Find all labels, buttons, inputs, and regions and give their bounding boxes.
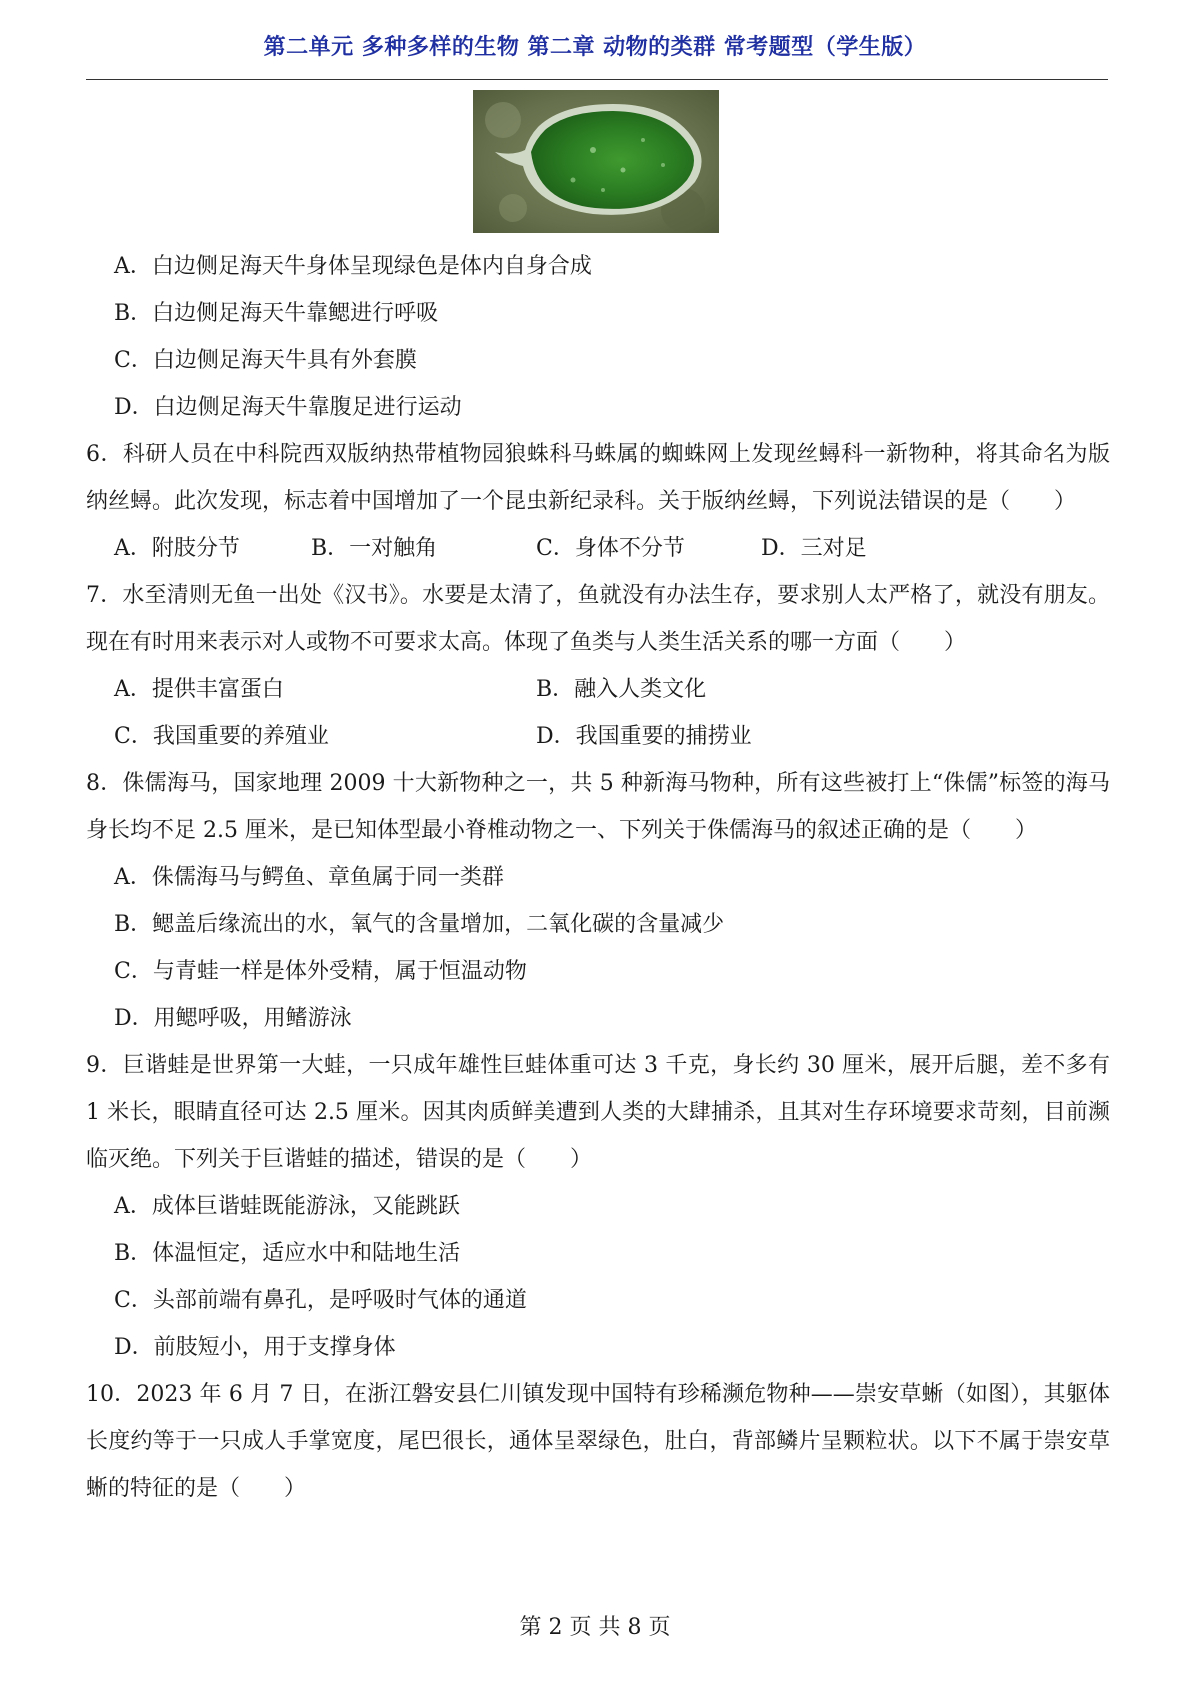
q8-option-c: C．与青蛙一样是体外受精，属于恒温动物 [114, 959, 527, 984]
q10-stem: 10．2023 年 6 月 7 日，在浙江磐安县仁川镇发现中国特有珍稀濒危物种——崇安草蜥（如图），其躯体长度约等于一只成人手掌宽度，尾巴很长，通体呈翠绿色，肚白，背部鳞片呈颗粒状。以下不属于崇安草蜥的特征的是（ ） [86, 1382, 1110, 1501]
q5-option-a: A．白边侧足海天牛身体呈现绿色是体内自身合成 [114, 254, 592, 279]
q7-stem: 7．水至清则无鱼一出处《汉书》。水要是太清了，鱼就没有办法生存，要求别人太严格了，就没有朋友。现在有时用来表示对人或物不可要求太高。体现了鱼类与人类生活关系的哪一方面（ ） [86, 583, 1110, 655]
q7-option-b: B．融入人类文化 [536, 677, 707, 702]
q7-options-row1 [86, 666, 1110, 713]
q8-option-b: B．鳃盖后缘流出的水，氧气的含量增加，二氧化碳的含量减少 [114, 912, 725, 937]
q8-stem: 8．侏儒海马，国家地理 2009 十大新物种之一，共 5 种新海马物种，所有这些被打上“侏儒”标签的海马身长均不足 2.5 厘米，是已知体型最小脊椎动物之一、下列关于侏儒海马的叙述正确的是（ ） [86, 771, 1110, 843]
q7-option-a: A．提供丰富蛋白 [114, 677, 284, 702]
q9-option-c: C．头部前端有鼻孔，是呼吸时气体的通道 [114, 1288, 527, 1313]
header-divider [86, 79, 1108, 80]
q9-option-b: B．体温恒定，适应水中和陆地生活 [114, 1241, 461, 1266]
q5-option-c: C．白边侧足海天牛具有外套膜 [114, 348, 417, 373]
q6-stem: 6．科研人员在中科院西双版纳热带植物园狼蛛科马蛛属的蜘蛛网上发现丝蟳科一新物种，将其命名为版纳丝蟳。此次发现，标志着中国增加了一个昆虫新纪录科。关于版纳丝蟳，下列说法错误的是（ ） [86, 442, 1110, 514]
q7-option-c: C．我国重要的养殖业 [114, 724, 329, 749]
q6-option-b: B．一对触角 [311, 536, 438, 561]
q9-option-a: A．成体巨谐蛙既能游泳，又能跳跃 [114, 1194, 460, 1219]
q7-option-d: D．我国重要的捕捞业 [536, 724, 752, 749]
question-content [86, 243, 1110, 1512]
q8-option-d: D．用鳃呼吸，用鳍游泳 [114, 1006, 352, 1031]
q6-options [86, 525, 1110, 572]
q6-option-d: D．三对足 [761, 536, 867, 561]
q9-option-d: D．前肢短小，用于支撑身体 [114, 1335, 396, 1360]
q5-option-d: D．白边侧足海天牛靠腹足进行运动 [114, 395, 462, 420]
q8-option-a: A．侏儒海马与鳄鱼、章鱼属于同一类群 [114, 865, 504, 890]
sea-slug-photo [473, 90, 719, 233]
q6-option-a: A．附肢分节 [114, 536, 240, 561]
q9-stem: 9．巨谐蛙是世界第一大蛙，一只成年雄性巨蛙体重可达 3 千克，身长约 30 厘米，展开后腿，差不多有 1 米长，眼睛直径可达 2.5 厘米。因其肉质鲜美遭到人类的大肆捕杀，且其对生存环境要求苛刻，目前濒临灭绝。下列关于巨谐蛙的描述，错误的是（ ） [86, 1053, 1110, 1172]
page-header-title: 第二单元 多种多样的生物 第二章 动物的类群 常考题型（学生版） [263, 35, 927, 60]
q5-option-b: B．白边侧足海天牛靠鳃进行呼吸 [114, 301, 439, 326]
q7-options-row2 [86, 713, 1110, 760]
page-number: 第 2 页 共 8 页 [519, 1615, 671, 1640]
q6-option-c: C．身体不分节 [536, 536, 685, 561]
